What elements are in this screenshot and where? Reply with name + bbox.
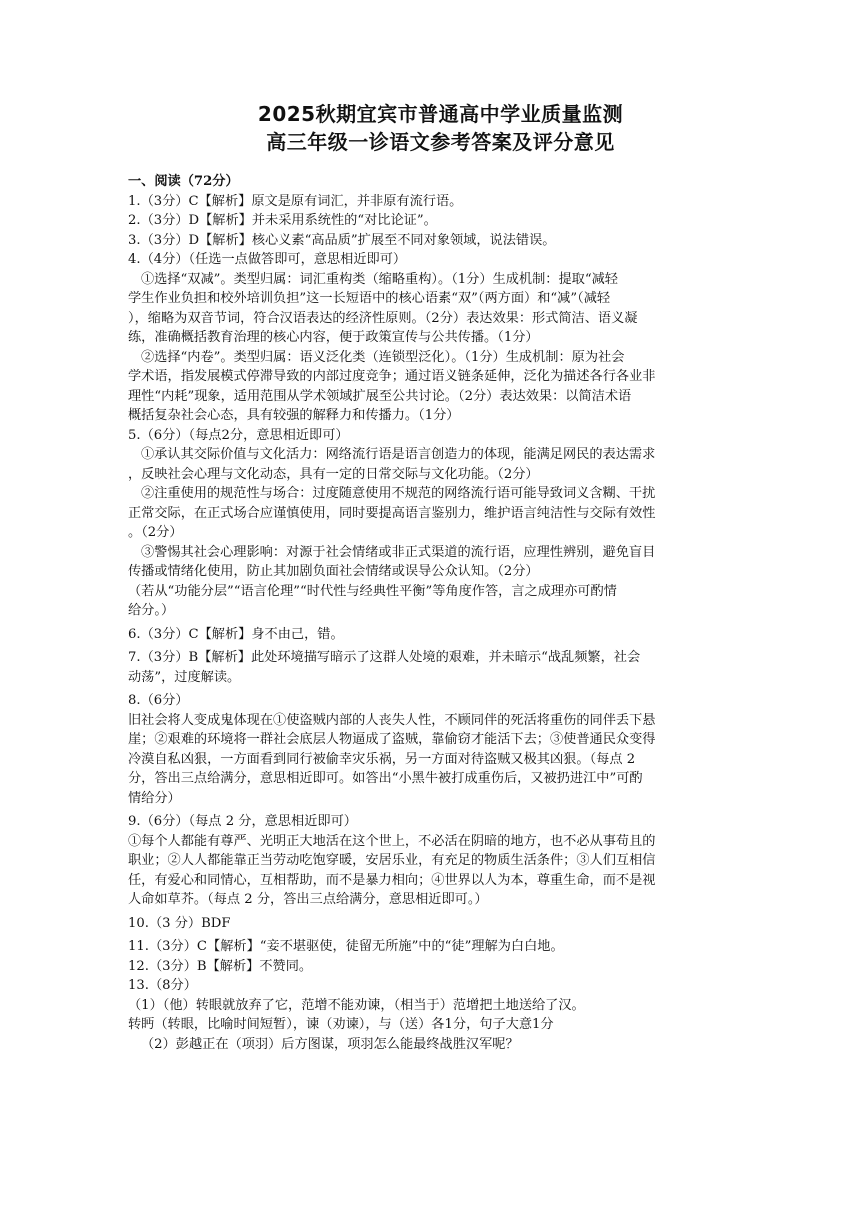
q9-line: 职业；②人人都能靠正当劳动吃饱穿暖，安居乐业，有充足的物质生活条件；③人们互相信 (128, 853, 656, 868)
q5-p3-line: 传播或情绪化使用，防止其加剧负面社会情绪或误导公众认知。（2分） (128, 564, 539, 579)
q8-head: 8.（6分） (128, 693, 189, 708)
q7-line: 动荡”，过度解读。 (128, 669, 241, 685)
answer-q9 (128, 812, 753, 910)
q5-note-line: 给分。） (128, 603, 175, 618)
q13-p2-line: （2）彭越正在（项羽）后方图谋，项羽怎么能最终战胜汉军呢？ (141, 1036, 519, 1052)
q4-p1-line: 练，准确概括教育治理的核心内容，便于政策宣传与公共传播。（1分） (128, 330, 539, 345)
answer-q5 (128, 426, 753, 621)
answer-q7 (128, 648, 753, 687)
q8-line: 旧社会将人变成鬼体现在①使盗贼内部的人丧失人性，不顾同伴的死活将重伤的同伴丢下悬 (128, 712, 656, 728)
q9-head: 9.（6分）（每点 2 分，意思相近即可） (128, 814, 357, 829)
answer-q6: 6.（3分）C【解析】身不由己，错。 (128, 626, 344, 642)
q13-line: （1）（他）转眼就放弃了它，范增不能劝谏，（相当于）范增把土地送给了汉。 (128, 997, 585, 1013)
q5-p2-line: 。（2分） (128, 525, 183, 540)
q8-line: 分，答出三点给满分，意思相近即可。如答出“小黑牛被打成重伤后，又被扔进江中”可酌 (128, 771, 643, 786)
q8-line: 情给分） (128, 790, 181, 806)
answer-q2: 2.（3分）D【解析】并未采用系统性的“对比论证”。 (128, 213, 437, 228)
q4-head: 4.（4分）（任选一点做答即可，意思相近即可） (128, 252, 407, 267)
q5-p1-line: ①承认其交际价值与文化活力：网络流行语是语言创造力的体现，能满足网民的表达需求 (141, 447, 656, 462)
answer-q8 (128, 691, 753, 808)
answer-q11: 11.（3分）C【解析】“妾不堪驱使，徒留无所施”中的“徒”理解为白白地。 (128, 939, 564, 954)
answer-q12: 12.（3分）B【解析】不赞同。 (128, 958, 313, 974)
answer-q4 (128, 250, 753, 426)
q9-line: 人命如草芥。（每点 2 分，答出三点给满分，意思相近即可。） (128, 892, 488, 907)
answer-q1: 1.（3分）C【解析】原文是原有词汇，并非原有流行语。 (128, 193, 463, 209)
q4-p2-line: 概括复杂社会心态，具有较强的解释力和传播力。（1分） (128, 408, 460, 423)
q5-head: 5.（6分）（每点2分，意思相近即可） (128, 427, 349, 443)
q5-p3-line: ③警惕其社会心理影响：对源于社会情绪或非正式渠道的流行语，应理性辨别，避免盲目 (141, 544, 656, 560)
q8-line: 崖；②艰难的环境将一群社会底层人物逼成了盗贼，靠偷窃才能活下去；③使普通民众变得 (128, 732, 656, 747)
q4-p1-line: 学生作业负担和校外培训负担”这一长短语中的核心语素“双”（两方面）和“减”（减轻 (128, 291, 611, 306)
q9-line: ①每个人都能有尊严、光明正大地活在这个世上，不必活在阴暗的地方，也不必从事苟且的 (128, 833, 656, 849)
q8-line: 冷漠自私凶狠，一方面看到同行被偷幸灾乐祸，另一方面对待盗贼又极其凶狠。（每点 2 (128, 751, 636, 767)
q5-p2-line: 正常交际，在正式场合应谨慎使用，同时要提高语言鉴别力，维护语言纯洁性与交际有效性 (128, 505, 656, 521)
answer-q13 (128, 976, 753, 1054)
q4-p2-line: ②选择“内卷”。类型归属：语义泛化类（连锁型泛化）。（1分）生成机制：原为社会 (141, 349, 625, 365)
document-title (128, 100, 753, 156)
q4-p1-line: ），缩略为双音节词，符合汉语表达的经济性原则。（2分）表达效果：形式简洁、语义凝 (128, 310, 638, 326)
title-line-2: 高三年级一诊语文参考答案及评分意见 (266, 130, 615, 154)
q5-p1-line: ，反映社会心理与文化动态，具有一定的日常交际与文化功能。（2分） (128, 466, 539, 482)
answer-q10: 10.（3 分）BDF (128, 915, 231, 931)
q5-p2-line: ②注重使用的规范性与场合：过度随意使用不规范的网络流行语可能导致词义含糊、干扰 (141, 486, 656, 501)
q4-p2-line: 学术语，指发展模式停滞导致的内部过度竞争；通过语义链条延伸，泛化为描述各行各业非 (128, 369, 656, 384)
q13-line: 转眄（转眼，比喻时间短暂），谏（劝谏），与（送）各1分，句子大意1分 (128, 1017, 554, 1032)
q9-line: 任，有爱心和同情心，互相帮助，而不是暴力相向；④世界以人为本，尊重生命，而不是视 (128, 872, 656, 888)
q4-p1-line: ①选择“双减”。类型归属：词汇重构类（缩略重构）。（1分）生成机制：提取“减轻 (141, 271, 618, 287)
answer-q3: 3.（3分）D【解析】核心义素“高品质”扩展至不同对象领域，说法错误。 (128, 232, 556, 248)
q13-head: 13.（8分） (128, 978, 197, 993)
section-heading: 一、阅读（72分） (128, 174, 239, 189)
q7-line: 7.（3分）B【解析】此处环境描写暗示了这群人处境的艰难，并未暗示“战乱频繁，社会 (128, 650, 641, 665)
answer-content (128, 172, 753, 1054)
q4-p2-line: 理性“内耗”现象，适用范围从学术领域扩展至公共讨论。（2分）表达效果：以简洁术语 (128, 388, 632, 404)
q5-note-line: （若从“功能分层”“语言伦理”“时代性与经典性平衡”等角度作答，言之成理亦可酌情 (128, 583, 617, 599)
title-line-1: 2025秋期宜宾市普通高中学业质量监测 (257, 102, 624, 126)
